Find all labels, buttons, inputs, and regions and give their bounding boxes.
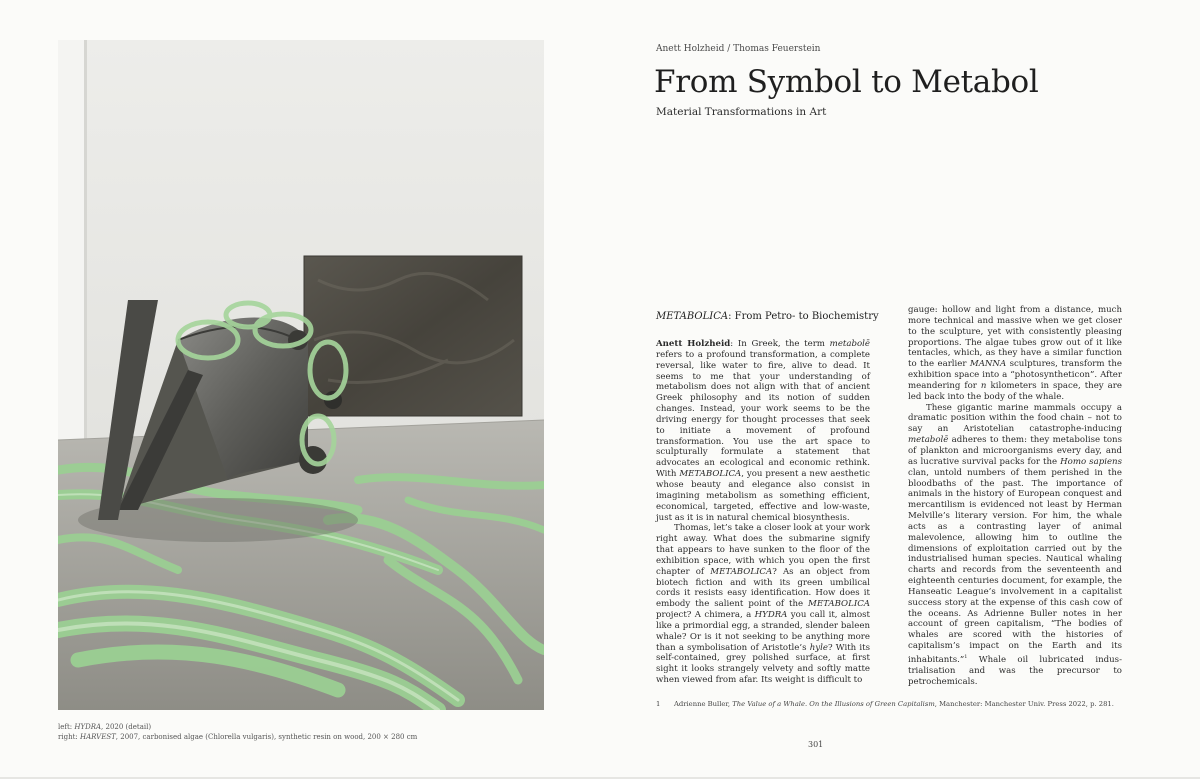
article-title: From Symbol to Metabol [654, 64, 1039, 100]
author-line: Anett Holzheid / Thomas Feuerstein [656, 44, 821, 54]
caption-left-line: left: HYDRA, 2020 (detail) [58, 723, 152, 731]
page-number: 301 [808, 740, 824, 749]
body-column-right [908, 305, 1122, 687]
body-column-left [656, 339, 870, 686]
paragraph: Thomas, let’s take a closer look at your work right away. What does the submarine signify that appears to have sunken to the floor of the exhibition space, with which you open the first chapter of METABOLICA? As an object from biotech fiction and with its green umbilical cords it resists easy identification. How does it embody the salient point of the METABOLICA project? A chimera, a HYDRA you call it, almost like a primordial egg, a stranded, slender baleen whale? Or is it not seeking to be anything more than a symbolisation of Aristotle’s hyle? With its self-contained, grey polished surface, at first sight it looks strangely velvety and softly matte when viewed from afar. Its weight is difficult to [656, 523, 871, 686]
sculpture-illustration [58, 40, 544, 710]
photo-caption [58, 722, 544, 742]
footnote: 1 Adrienne Buller, The Value of a Whale. On the Illusions of Green Capitalism, Manchester: Manchester Univ. Press 2022, p. 281. [656, 700, 1114, 708]
caption-right-line: right: HARVEST, 2007, carbonised algae (Chlorella vulgaris), synthetic resin on wood, 200 × 280 cm [58, 733, 418, 741]
paragraph: gauge: hollow and light from a distance, much more technical and massive when we get closer to the sculpture, yet with consistently pleasing proportions. The algae tubes grow out of it like tentacles, which, as they have a similar function to the earlier MANNA sculptures, transform the exhibition space into a “photosyntheticon”. After meandering for n kilometers in space, they are led back into the body of the whale. [908, 305, 1123, 402]
section-heading: METABOLICA: From Petro- to Biochemistry [656, 311, 879, 322]
article-subtitle: Material Transformations in Art [656, 106, 827, 118]
paragraph: Anett Holzheid: In Greek, the term metabolē refers to a profound transformation, a complete reversal, like water to fire, alive to dead. It seems to me that your understanding of metabolism does not align with that of ancient Greek philosophy and its notion of sudden changes. Instead, your work seems to be the driving energy for thought processes that seek to initiate a movement of profound transformation. You use the art space to sculpturally formulate a statement that advocates an ecological and economic rethink. With METABOLICA, you present a new aesthetic whose beauty and elegance also consist in imagining metabolism as something efficient, economical, targeted, effective and low-waste, just as it is in natural chemical biosynthesis. [656, 339, 870, 523]
paragraph: These gigantic marine mammals occupy a dramatic position within the food chain – not to say an Aristotelian catastrophe-inducing metabolē adheres to them: they metabolise tons of plankton and microorganisms every day, and as lucrative survival packs for the Homo sapiens clan, untold numbers of them perished in the bloodbaths of the past. The importance of animals in the history of European conquest and mercantilism is evidenced not least by Herman Melville’s literary version. For him, the whale acts as a contrasting layer of animal malevolence, allowing him to outline the dimensions of exploitation carried out by the industrialised human species. Nautical whaling charts and records from the seventeenth and eighteenth centuries document, for example, the Hanseatic League’s involvement in a capitalist success story at the expense of this cash cow of the oceans. As Adrienne Buller notes in her account of green capitalism, “The bodies of whales are scored with the histories of capitalism’s impact on the Earth and its inhabitants.”$^1$ Whale oil lubricated industrialisation and was the precursor to petrochemicals. [908, 402, 1122, 687]
installation-photo [58, 40, 544, 710]
